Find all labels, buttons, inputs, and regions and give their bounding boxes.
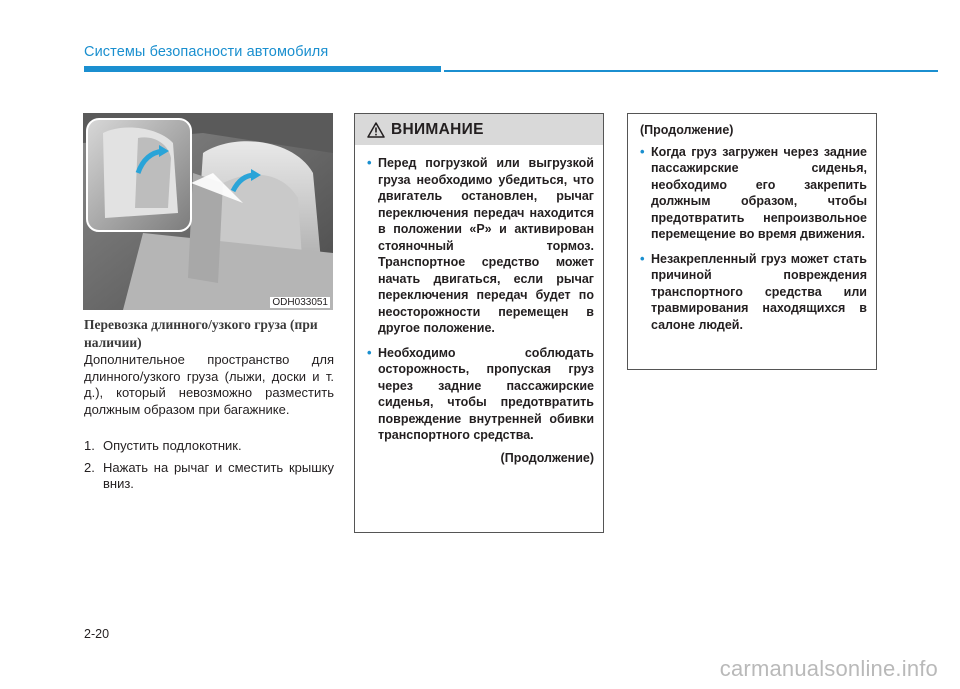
figure-code: ODH033051 [272, 297, 328, 308]
step-number: 2. [84, 459, 95, 475]
bullet-text: Необходимо соблюдать осторожность, пропуская груз через задние пассажирские сиденья, чтобы предотвратить повреждение внутренней обивки транспортного средства. [378, 345, 594, 442]
cargo-passthrough-photo [83, 113, 333, 310]
page-number: 2-20 [84, 627, 110, 641]
warning-header [355, 114, 603, 145]
list-item [84, 460, 334, 493]
continued-note: (Продолжение) [500, 450, 594, 465]
list-item [367, 345, 594, 444]
warning-triangle-icon [367, 122, 385, 138]
warning-title: ВНИМАНИЕ [391, 120, 484, 138]
bullet-text: Незакрепленный груз может стать причиной повреждения транспортного средства или травмирования находящихся в салоне людей. [651, 251, 867, 332]
continuation-label: (Продолжение) [640, 123, 734, 137]
header-rule-thin [444, 70, 938, 72]
rear-seat-illustration [83, 113, 333, 310]
list-item [367, 155, 594, 337]
warning-body [355, 145, 603, 466]
list-item [640, 144, 867, 243]
steps-list [84, 438, 334, 498]
subheading: Перевозка длинного/узкого груза (при наличии) [84, 317, 318, 350]
header-rule-thick [84, 66, 441, 72]
bullet-dot-icon: • [640, 250, 645, 266]
bullet-dot-icon: • [367, 155, 372, 170]
bullet-text: Когда груз загружен через задние пассажирские сиденья, необходимо его закрепить должным образом, чтобы предотвратить непроизвольное перемещение во время движения. [651, 144, 867, 241]
list-item [640, 251, 867, 334]
step-text: Нажать на рычаг и сместить крышку вниз. [103, 459, 334, 491]
list-item [84, 438, 334, 455]
watermark: carmanualsonline.info [719, 656, 938, 681]
bullet-text: Перед погрузкой или выгрузкой груза необходимо убедиться, что двигатель остановлен, рычаг переключения передач находится в положении «P» и активирован стояночный тормоз. Транспортное средство может начать двигаться, если рычаг переключения передач будет по неосторожности перемещен в другое положение. [378, 156, 594, 335]
bullet-dot-icon: • [640, 143, 645, 159]
step-number: 1. [84, 438, 95, 453]
step-text: Опустить подлокотник. [103, 438, 242, 453]
bullet-dot-icon: • [367, 344, 372, 360]
section-title: Системы безопасности автомобиля [84, 44, 329, 60]
warning-box [354, 113, 604, 533]
body-paragraph: Дополнительное пространство для длинного/узкого груза (лыжи, доски и т. д.), который невозможно разместить должным образом при багажнике. [84, 352, 334, 417]
continuation-box [627, 113, 877, 370]
